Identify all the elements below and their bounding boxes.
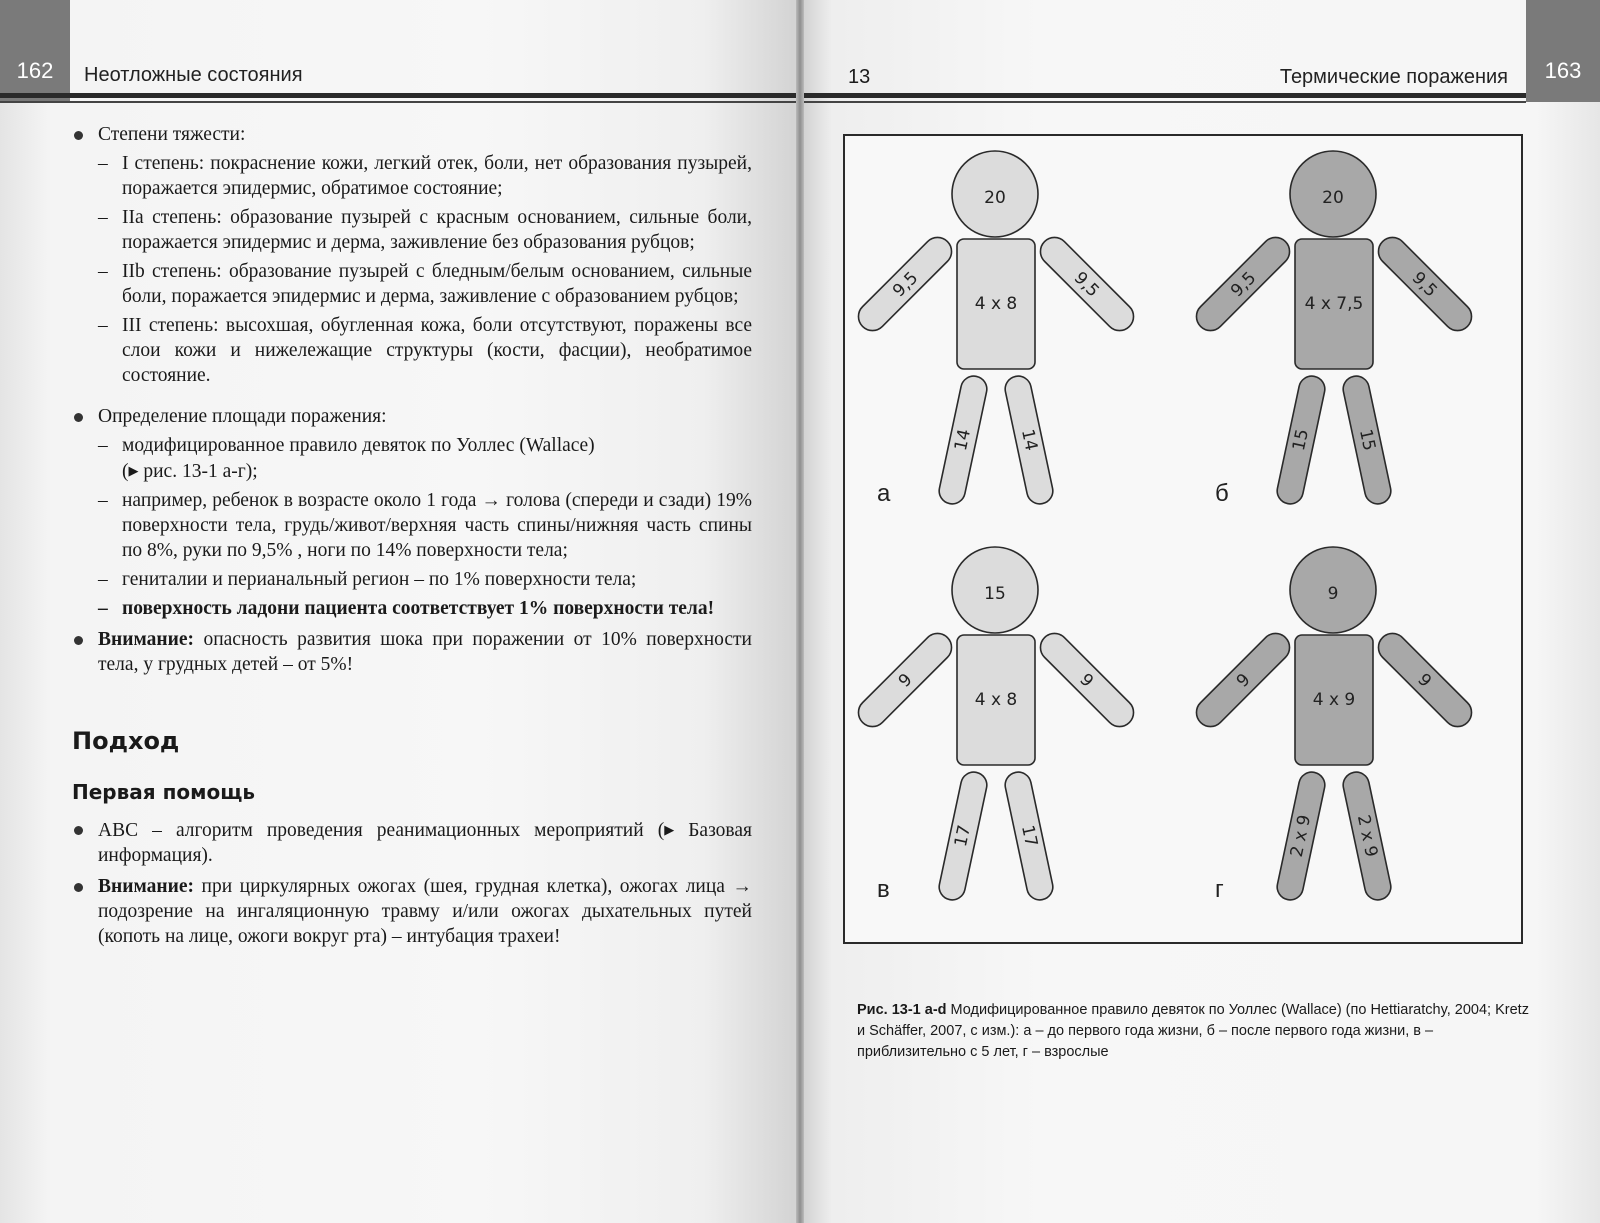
right-leg xyxy=(1341,374,1393,507)
right-arm-value: 9 xyxy=(1075,669,1098,692)
left-header-rule xyxy=(0,93,800,98)
area-item-1: – модифицированное правило девяток по Уоллес (Wallace) (▶ рис. 13-1 а-г); xyxy=(72,433,752,484)
panel-letter: б xyxy=(1215,480,1229,507)
left-leg-value: 17 xyxy=(950,823,976,849)
chapter-number: 13 xyxy=(848,66,871,88)
trunk-value: 4 x 7,5 xyxy=(1304,294,1364,314)
right-arm xyxy=(1035,628,1140,733)
left-leg xyxy=(937,770,989,903)
right-arm-value: 9 xyxy=(1413,669,1436,692)
figure-frame xyxy=(843,134,1523,944)
left-leg xyxy=(1275,374,1327,507)
figure-panel-4 xyxy=(1191,547,1478,903)
panel-letter: а xyxy=(877,480,891,507)
left-arm-value: 9 xyxy=(1232,669,1255,692)
right-arm xyxy=(1373,232,1478,337)
right-arm xyxy=(1373,628,1478,733)
figure-panel-1 xyxy=(853,151,1140,507)
left-arm-value: 9 xyxy=(894,669,917,692)
right-header-rule xyxy=(800,93,1526,98)
figure-caption xyxy=(857,1000,1537,1063)
right-running-head: Термические поражения xyxy=(1279,66,1508,88)
left-body-text xyxy=(72,122,752,949)
abc-ref: Базовая информация). xyxy=(98,820,752,866)
book-spine xyxy=(796,0,804,1223)
area-heading: Определение площади поражения: xyxy=(72,404,752,429)
left-arm xyxy=(1191,232,1296,337)
right-leg-value: 2 x 9 xyxy=(1352,813,1382,859)
panel-letter: г xyxy=(1215,876,1224,903)
area-item-2 xyxy=(72,488,752,563)
left-arm-value: 9,5 xyxy=(1227,268,1261,302)
left-page-number-box xyxy=(0,0,70,102)
attention-2-start: при циркулярных ожогах (шея, грудная клетка), ожогах лица xyxy=(201,876,725,897)
head-value: 9 xyxy=(1327,584,1339,604)
reference-arrow-icon: ▶ xyxy=(128,463,139,478)
figure-panel-2 xyxy=(1191,151,1478,507)
right-leg xyxy=(1003,374,1055,507)
right-page-number: 163 xyxy=(1544,58,1582,83)
abc-item xyxy=(72,817,752,868)
area-item-3: – гениталии и перианальный регион – по 1% поверхности тела; xyxy=(72,567,752,592)
reference-arrow-icon: ▶ xyxy=(664,822,675,837)
figure-panel-3 xyxy=(853,547,1140,903)
arrow-right-icon: → xyxy=(481,490,502,511)
attention-circular-burns xyxy=(72,874,752,949)
head-value: 15 xyxy=(984,584,1006,604)
caption-label: Рис. 13-1 a-d xyxy=(857,1002,947,1018)
panel-letter: в xyxy=(877,876,890,903)
section-title: Подход xyxy=(72,727,180,755)
subsection-title: Первая помощь xyxy=(72,780,255,804)
severity-item-2: – IIа степень: образование пузырей с красным основанием, сильные боли, поражается эпидермис и дерма, заживление без образования рубцов; xyxy=(72,205,752,255)
caption-text: Модифицированное правило девяток по Уоллес (Wallace) (по Hettiaratchy, 2004; Kretz и Schäffer, 2007, с изм.): а – до первого года жизни, б – после первого года жизни, в – приблизительно с 5 лет, г – взрослые xyxy=(857,1002,1529,1060)
right-arm xyxy=(1035,232,1140,337)
left-leg-value: 15 xyxy=(1288,427,1314,453)
right-page-number-box xyxy=(1526,0,1600,102)
left-header-rule-thin xyxy=(0,101,800,103)
right-leg-value: 15 xyxy=(1354,427,1380,453)
attention-label-2: Внимание: xyxy=(98,876,194,897)
right-header-rule-thin xyxy=(800,101,1526,103)
severity-item-4: – III степень: высохшая, обугленная кожа, боли отсутствуют, поражены все слои кожи и нижележащие структуры (кости, фасции), необратимое состояние. xyxy=(72,313,752,388)
area-item-2-end: голова (спереди и сзади) 19% поверхности тела, грудь/живот/верхняя часть спины/нижняя часть спины по 8%, руки по 9,5% , ноги по 14% поверхности тела; xyxy=(122,490,752,561)
left-leg-value: 2 x 9 xyxy=(1286,813,1316,859)
attention-shock xyxy=(72,627,752,677)
left-leg xyxy=(937,374,989,507)
area-item-1-ref: рис. 13-1 а-г); xyxy=(143,461,258,482)
right-leg-value: 14 xyxy=(1016,427,1042,453)
rule-of-nines-figure xyxy=(845,136,1521,942)
area-item-1-text: модифицированное правило девяток по Уоллес (Wallace) xyxy=(122,435,595,456)
head-value: 20 xyxy=(984,188,1006,208)
trunk-value: 4 x 8 xyxy=(974,294,1018,314)
severity-item-3: – IIb степень: образование пузырей с бледным/белым основанием, сильные боли, поражается эпидермис и дерма, заживление с образованием рубцов; xyxy=(72,259,752,309)
right-arm-value: 9,5 xyxy=(1069,268,1103,302)
trunk-value: 4 x 9 xyxy=(1312,690,1356,710)
right-leg xyxy=(1003,770,1055,903)
left-running-head: Неотложные состояния xyxy=(84,64,303,86)
area-item-2-start: например, ребенок в возрасте около 1 года xyxy=(122,490,477,511)
head-value: 20 xyxy=(1322,188,1344,208)
left-arm xyxy=(853,232,958,337)
right-leg xyxy=(1341,770,1393,903)
right-leg-value: 17 xyxy=(1016,823,1042,849)
attention-label: Внимание: xyxy=(98,629,194,650)
severity-heading: Степени тяжести: xyxy=(72,122,752,147)
attention-shock-text: опасность развития шока при поражении от 10% поверхности тела, у грудных детей – от 5%! xyxy=(98,629,752,675)
right-arm-value: 9,5 xyxy=(1407,268,1441,302)
attention-2-end: подозрение на ингаляционную травму и/или ожогах дыхательных путей (копоть на лице, ожоги вокруг рта) – интубация трахеи! xyxy=(98,901,752,947)
left-arm xyxy=(853,628,958,733)
abc-text: ABC – алгоритм проведения реанимационных мероприятий ( xyxy=(98,820,665,841)
left-leg xyxy=(1275,770,1327,903)
area-item-4: – поверхность ладони пациента соответствует 1% поверхности тела! xyxy=(72,596,752,621)
arrow-right-icon: → xyxy=(732,876,752,897)
left-arm xyxy=(1191,628,1296,733)
trunk-value: 4 x 8 xyxy=(974,690,1018,710)
left-page-number: 162 xyxy=(16,58,54,83)
left-leg-value: 14 xyxy=(950,427,976,453)
severity-item-1: – I степень: покраснение кожи, легкий отек, боли, нет образования пузырей, поражается эпидермис, обратимое состояние; xyxy=(72,151,752,201)
left-arm-value: 9,5 xyxy=(889,268,923,302)
